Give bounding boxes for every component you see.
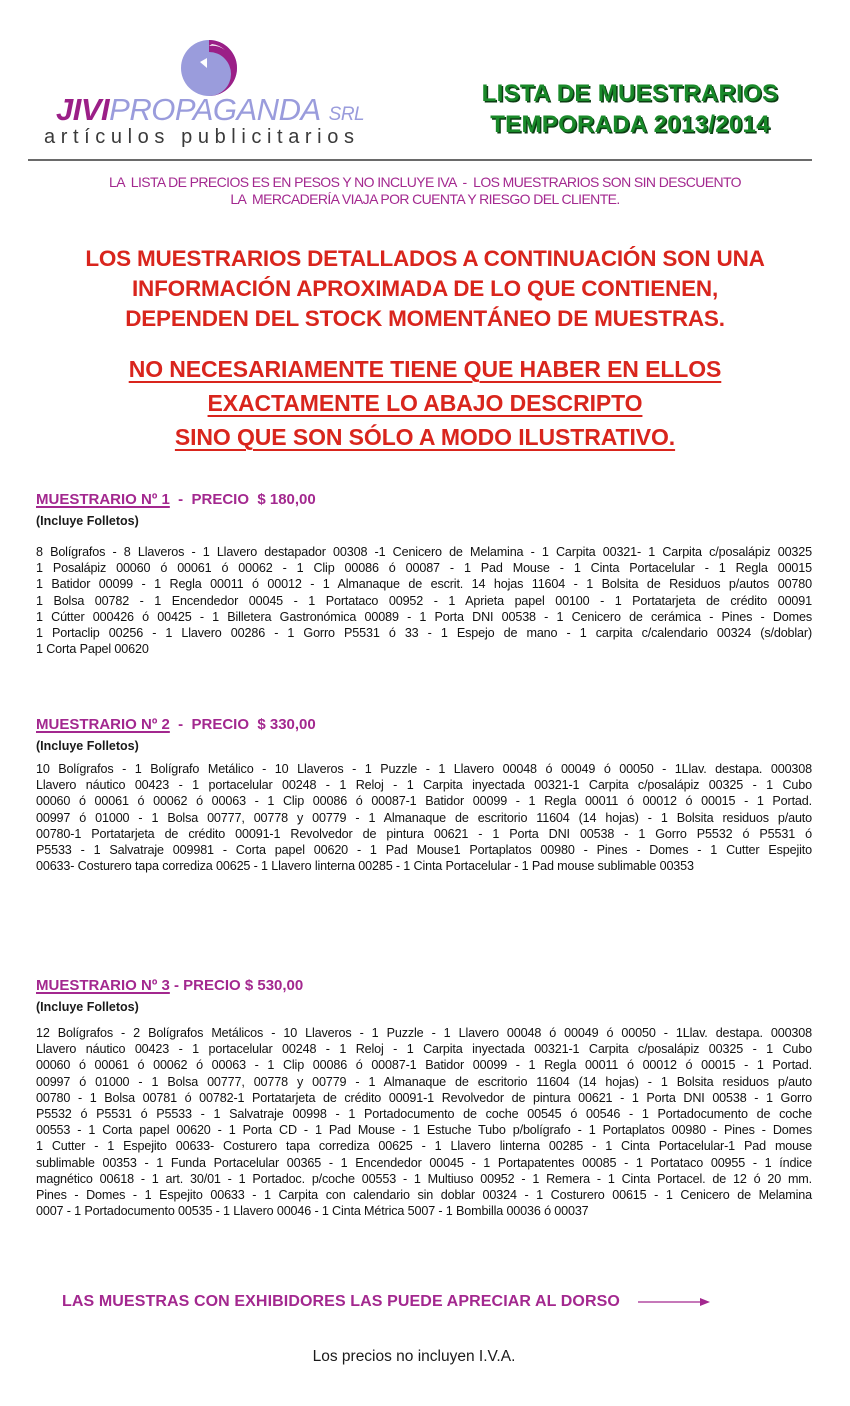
document-title xyxy=(440,78,820,140)
right-arrow-icon xyxy=(638,1296,710,1308)
section-note: (Incluye Folletos) xyxy=(36,514,139,528)
content-line: magnético 00618 - 1 art. 30/01 - 1 Portadoc. p/coche 00553 - 1 Multiuso 00952 - 1 Remera - 1 Cinta Portacel. de 12 ó 20 mm. xyxy=(36,1171,812,1186)
disclaimer-underlined-line: SINO QUE SON SÓLO A MODO ILUSTRATIVO. xyxy=(174,424,676,450)
content-line: 1 Batidor 00099 - 1 Regla 00011 ó 00012 - 1 Almanaque de escrit. 14 hojas 11604 - 1 Bolsita de Residuos p/autos 00780 xyxy=(36,577,812,592)
content-line: 8 Bolígrafos - 8 Llaveros - 1 Llavero destapador 00308 -1 Cenicero de Melamina - 1 Carpita 00321- 1 Carpita c/posalápiz 00325 xyxy=(36,545,812,559)
footer-cta-text: LAS MUESTRAS CON EXHIBIDORES LAS PUEDE APRECIAR AL DORSO xyxy=(62,1293,620,1310)
section-price: $ 530,00 xyxy=(244,977,304,994)
content-line: 00060 ó 00061 ó 00062 ó 00063 - 1 Clip 00086 ó 00087-1 Batidor 00099 - 1 Regla 00011 ó 00012 ó 00015 - 1 Portad. xyxy=(36,1058,812,1073)
section-price: $ 180,00 xyxy=(257,491,316,508)
section-title xyxy=(36,977,812,995)
section-title xyxy=(36,716,812,734)
brand-name-propaganda: PROPAGANDA xyxy=(109,92,321,127)
content-line: 00780-1 Portatarjeta de crédito 00091-1 Revolvedor de pintura 00621 - 1 Porta DNI 00538 - 1 Gorro P5532 ó P5531 ó xyxy=(36,826,812,841)
section-contents xyxy=(36,761,812,874)
brand-tagline: artículos publicitarios xyxy=(44,126,360,148)
muestrario-section-2 xyxy=(36,716,812,874)
content-line: Llavero náutico 00423 - 1 portacelular 00248 - 1 Reloj - 1 Carpita inyectada 00321-1 Carpita c/posalápiz 00325 - 1 Cubo xyxy=(36,778,812,793)
muestrario-section-1 xyxy=(36,491,812,657)
disclaimer-line: INFORMACIÓN APROXIMADA DE LO QUE CONTIENEN, xyxy=(132,276,718,301)
content-line: 1 Cútter 000426 ó 00425 - 1 Billetera Gastronómica 00089 - 1 Porta DNI 00538 - 1 Cenicero de cerámica - Pines - Domes xyxy=(36,609,812,624)
content-line: 00997 ó 01000 - 1 Bolsa 00777, 00778 y 00779 - 1 Almanaque de escritorio 11604 (14 hojas) - 1 Bolsita residuos p/auto xyxy=(36,1074,812,1089)
content-line: 00997 ó 01000 - 1 Bolsa 00777, 00778 y 00779 - 1 Almanaque de escritorio 11604 (14 hojas) - 1 Bolsita residuos p/auto xyxy=(36,810,812,825)
section-note: (Incluye Folletos) xyxy=(36,739,139,753)
content-line: Pines - Domes - 1 Espejito 00633 - 1 Carpita con calendario sin doblar 00324 - 1 Costurero 00615 - 1 Cenicero de Melamina xyxy=(36,1188,812,1203)
title-line-2: TEMPORADA 2013/2014 xyxy=(490,111,770,138)
price-separator: - PRECIO xyxy=(169,491,258,508)
content-line: 10 Bolígrafos - 1 Bolígrafo Metálico - 10 Llaveros - 1 Puzzle - 1 Llavero 00048 ó 00049 ó 00050 - 1Llav. destapa. 000308 xyxy=(36,762,812,776)
muestrario-section-3 xyxy=(36,977,812,1219)
price-separator: - PRECIO xyxy=(169,977,245,994)
content-line: 00780 - 1 Bolsa 00781 ó 00782-1 Portatarjeta de crédito 00091-1 Revolvedor de pintura 00621 - 1 Porta DNI 00538 - 1 Gorro xyxy=(36,1090,812,1105)
content-line: 00060 ó 00061 ó 00062 ó 00063 - 1 Clip 00086 ó 00087-1 Batidor 00099 - 1 Regla 00011 ó 00012 ó 00015 - 1 Portad. xyxy=(36,794,812,809)
content-line: 00633- Costurero tapa corrediza 00625 - 1 Llavero linterna 00285 - 1 Cinta Portacelular - 1 Pad mouse sublimable 00353 xyxy=(36,859,694,874)
content-line: 1 Cutter - 1 Espejito 00633- Costurero tapa corrediza 00625 - 1 Llavero linterna 00285 - 1 Cinta Portacelular-1 Pad mouse xyxy=(36,1139,812,1154)
content-line: Llavero náutico 00423 - 1 portacelular 00248 - 1 Reloj - 1 Carpita inyectada 00321-1 Carpita c/posalápiz 00325 - 1 Cubo xyxy=(36,1042,812,1057)
content-line: 1 Posalápiz 00060 ó 00061 ó 00062 - 1 Clip 00086 ó 00087 - 1 Pad Mouse - 1 Cinta Portacelular - 1 Regla 00015 xyxy=(36,561,812,576)
content-line: 12 Bolígrafos - 2 Bolígrafos Metálicos - 10 Llaveros - 1 Puzzle - 1 Llavero 00048 ó 00049 ó 00050 - 1Llav. destapa. 000308 xyxy=(36,1026,812,1040)
content-line: 0007 - 1 Portadocumento 00535 - 1 Llavero 00046 - 1 Cinta Métrica 5007 - 1 Bombilla 00036 ó 00037 xyxy=(36,1204,589,1219)
pricing-notice xyxy=(20,174,830,208)
content-line: 1 Bolsa 00782 - 1 Encendedor 00045 - 1 Portataco 00952 - 1 Aprieta papel 00100 - 1 Portatarjeta de crédito 00091 xyxy=(36,593,812,608)
section-contents xyxy=(36,1025,812,1219)
header-divider xyxy=(28,159,812,161)
section-name: MUESTRARIO Nº 3 xyxy=(36,977,170,994)
content-line: 1 Portaclip 00256 - 1 Llavero 00286 - 1 Gorro P5531 ó 33 - 1 Espejo de mano - 1 carpita c/calendario 00324 (s/doblar) xyxy=(36,626,812,641)
notice-line-1: LA LISTA DE PRECIOS ES EN PESOS Y NO INCLUYE IVA - LOS MUESTRARIOS SON SIN DESCUENTO xyxy=(109,174,741,190)
disclaimer-block xyxy=(20,244,830,334)
content-line: P5532 ó P5531 ó P5533 - 1 Salvatraje 00998 - 1 Portadocumento de coche 00545 ó 00546 - 1 Portadocumento de coche xyxy=(36,1107,812,1122)
title-line-1: LISTA DE MUESTRARIOS xyxy=(481,80,779,107)
section-contents xyxy=(36,544,812,657)
footer-cta xyxy=(62,1293,710,1311)
brand-name-jivi: JIVI xyxy=(56,92,110,127)
brand-logo xyxy=(36,36,396,148)
section-note: (Incluye Folletos) xyxy=(36,1000,139,1014)
section-title xyxy=(36,491,812,509)
section-name: MUESTRARIO Nº 2 xyxy=(36,716,170,733)
disclaimer-line: LOS MUESTRARIOS DETALLADOS A CONTINUACIÓN SON UNA xyxy=(85,246,765,271)
section-price: $ 330,00 xyxy=(257,716,316,733)
disclaimer-underlined-line: EXACTAMENTE LO ABAJO DESCRIPTO xyxy=(207,390,643,416)
content-line: 1 Corta Papel 00620 xyxy=(36,642,149,657)
content-line: 00553 - 1 Corta papel 00620 - 1 Porta CD - 1 Pad Mouse - 1 Estuche Tubo p/bolígrafo - 1 Portaplatos 00980 - Pines - Domes xyxy=(36,1123,812,1138)
content-line: P5533 - 1 Salvatraje 009981 - Corta papel 00620 - 1 Pad Mouse1 Portaplatos 00980 - Pines - Domes - 1 Cutter Espejito xyxy=(36,843,812,858)
disclaimer-underlined-line: NO NECESARIAMENTE TIENE QUE HABER EN ELLOS xyxy=(128,356,722,382)
footer-vat-note: Los precios no incluyen I.V.A. xyxy=(312,1348,516,1365)
brand-suffix: SRL xyxy=(328,104,365,125)
price-separator: - PRECIO xyxy=(169,716,258,733)
notice-line-2: LA MERCADERÍA VIAJA POR CUENTA Y RIESGO DEL CLIENTE. xyxy=(230,191,620,207)
disclaimer-underlined-block xyxy=(20,352,830,454)
disclaimer-line: DEPENDEN DEL STOCK MOMENTÁNEO DE MUESTRAS. xyxy=(125,306,725,331)
section-name: MUESTRARIO Nº 1 xyxy=(36,491,170,508)
stylized-e-circle-logo-icon xyxy=(179,38,239,98)
content-line: sublimable 00353 - 1 Funda Portacelular 00365 - 1 Encendedor 00045 - 1 Portapatentes 00085 - 1 Portataco 00955 - 1 índice xyxy=(36,1155,812,1170)
